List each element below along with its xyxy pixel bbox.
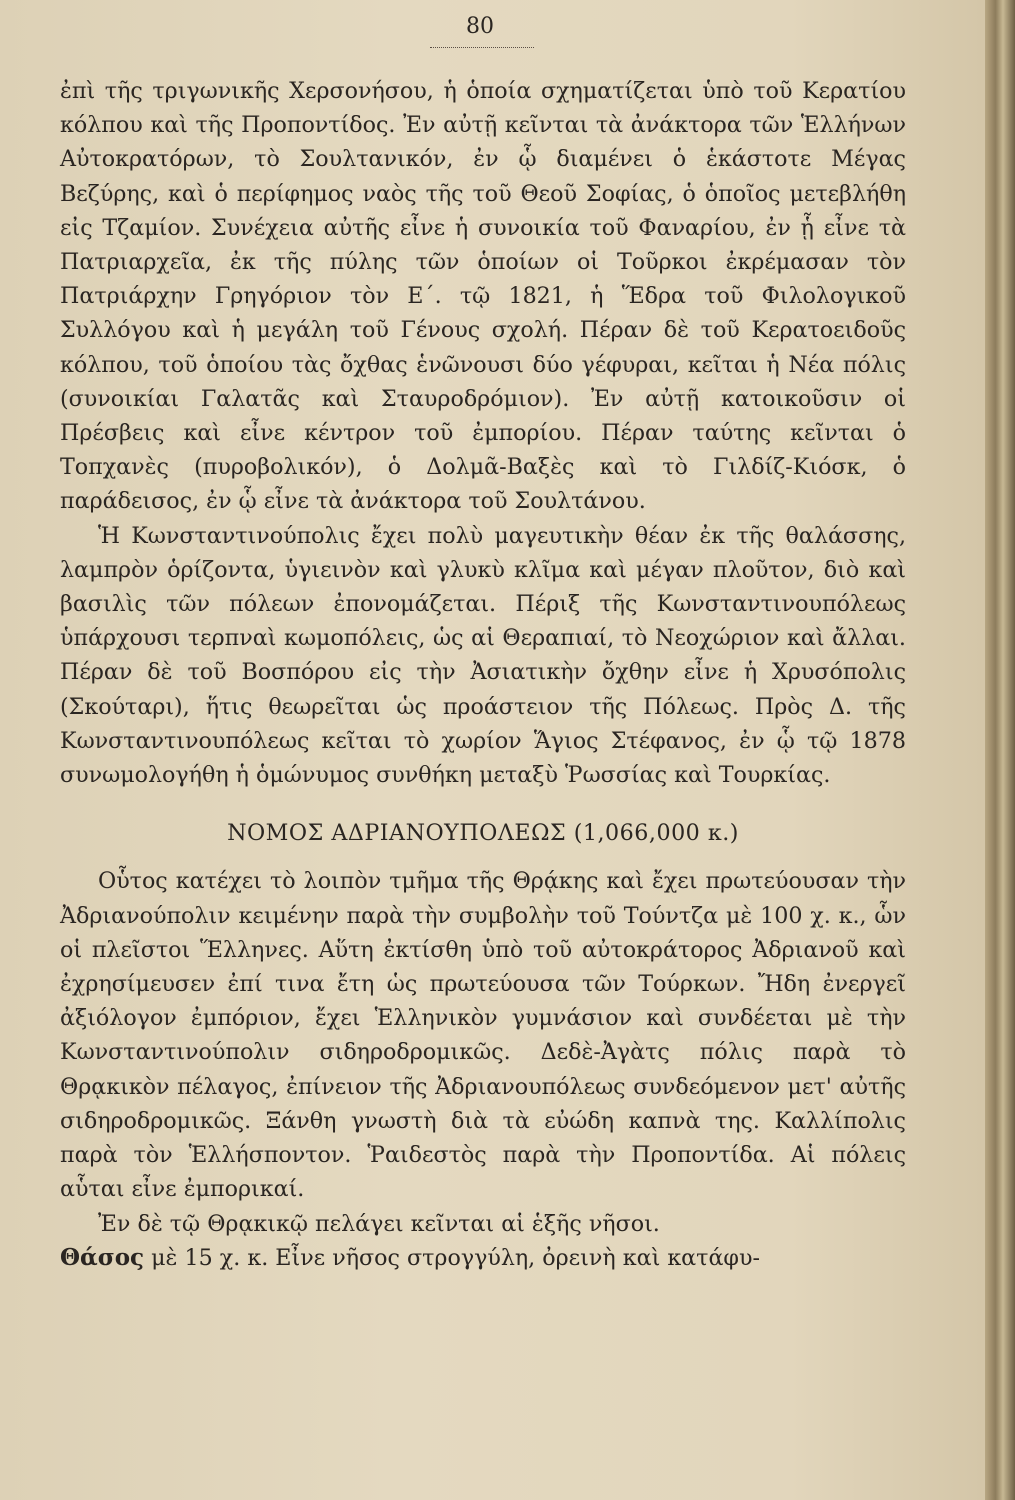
paragraph-3: Οὗτος κατέχει τὸ λοιπὸν τμῆμα τῆς Θρᾴκης καὶ ἔχει πρωτεύουσαν τὴν Ἀδριανούπολιν κειμένην παρὰ τὴν συμβολὴν τοῦ Τούντζα μὲ 100 χ. κ., ὧν οἱ πλεῖστοι Ἕλληνες. Αὕτη ἐκτίσθη ὑπὸ τοῦ αὐτοκράτορος Ἀδριανοῦ καὶ ἐχρησίμευσεν ἐπί τινα ἔτη ὡς πρωτεύουσα τῶν Τούρκων. Ἤδη ἐνεργεῖ ἀξιόλογον ἐμπόριον, ἔχει Ἑλληνικὸν γυμνάσιον καὶ συνδέεται μὲ τὴν Κωνσταντινούπολιν σιδηροδρομικῶς. Δεδὲ-Ἀγὰτς πόλις παρὰ τὸ Θρᾳκικὸν πέλαγος, ἐπίνειον τῆς Ἀδριανουπόλεως συνδεόμενον μετ' αὐτῆς σιδηροδρομικῶς. Ξάνθη γνωστὴ διὰ τὰ εὐώδη καπνὰ της. Καλλίπολις παρὰ τὸν Ἑλλήσποντον. Ῥαιδεστὸς παρὰ τὴν Προποντίδα. Αἱ πόλεις αὗται εἶνε ἐμπορικαί. — [60, 868, 906, 1203]
island-name: Θάσος — [60, 1243, 145, 1271]
page-number: 80 — [466, 14, 494, 39]
book-spine — [985, 0, 1015, 1500]
paragraph-5 — [60, 1241, 906, 1275]
paragraph-2: Ἡ Κωνσταντινούπολις ἔχει πολὺ μαγευτικὴν θέαν ἐκ τῆς θαλάσσης, λαμπρὸν ὁρίζοντα, ὑγιεινὸν καὶ γλυκὺ κλῖμα καὶ μέγαν πλοῦτον, διὸ καὶ βασιλὶς τῶν πόλεων ἐπονομάζεται. Πέριξ τῆς Κωνσταντινουπόλεως ὑπάρχουσι τερπναὶ κωμοπόλεις, ὡς αἱ Θεραπιαί, τὸ Νεοχώριον καὶ ἄλλαι. Πέραν δὲ τοῦ Βοσπόρου εἰς τὴν Ἀσιατικὴν ὄχθην εἶνε ἡ Χρυσόπολις (Σκούταρι), ἥτις θεωρεῖται ὡς προάστειον τῆς Πόλεως. Πρὸς Δ. τῆς Κωνσταντινουπόλεως κεῖται τὸ χωρίον Ἅγιος Στέφανος, ἐν ᾧ τῷ 1878 συνωμολογήθη ἡ ὁμώνυμος συνθήκη μεταξὺ Ῥωσσίας καὶ Τουρκίας. — [60, 522, 906, 789]
page-text — [60, 74, 906, 1275]
section-heading: ΝΟΜΟΣ ΑΔΡΙΑΝΟΥΠΟΛΕΩΣ (1,066,000 κ.) — [227, 820, 739, 847]
paragraph-4: Ἐν δὲ τῷ Θρᾳκικῷ πελάγει κεῖνται αἱ ἑξῆς νῆσοι. — [98, 1210, 660, 1237]
paragraph-1: ἐπὶ τῆς τριγωνικῆς Χερσονήσου, ἡ ὁποία σχηματίζεται ὑπὸ τοῦ Κερατίου κόλπου καὶ τῆς Προποντίδος. Ἐν αὐτῇ κεῖνται τὰ ἀνάκτορα τῶν Ἑλλήνων Αὐτοκρατόρων, τὸ Σουλτανικόν, ἐν ᾧ διαμένει ὁ ἑκάστοτε Μέγας Βεζύρης, καὶ ὁ περίφημος ναὸς τῆς τοῦ Θεοῦ Σοφίας, ὁ ὁποῖος μετεβλήθη εἰς Τζαμίον. Συνέχεια αὐτῆς εἶνε ἡ συνοικία τοῦ Φαναρίου, ἐν ᾗ εἶνε τὰ Πατριαρχεῖα, ἐκ τῆς πύλης τῶν ὁποίων οἱ Τοῦρκοι ἐκρέμασαν τὸν Πατριάρχην Γρηγόριον τὸν Ε΄. τῷ 1821, ἡ Ἕδρα τοῦ Φιλολογικοῦ Συλλόγου καὶ ἡ μεγάλη τοῦ Γένους σχολή. Πέραν δὲ τοῦ Κερατοειδοῦς κόλπου, τοῦ ὁποίου τὰς ὄχθας ἑνῶνουσι δύο γέφυραι, κεῖται ἡ Νέα πόλις (συνοικίαι Γαλατᾶς καὶ Σταυροδρόμιον). Ἐν αὐτῇ κατοικοῦσιν οἱ Πρέσβεις καὶ εἶνε κέντρον τοῦ ἐμπορίου. Πέραν ταύτης κεῖνται ὁ Τοπχανὲς (πυροβολικόν), ὁ Δολμᾶ-Βαξὲς καὶ τὸ Γιλδίζ-Κιόσκ, ὁ παράδεισος, ἐν ᾧ εἶνε τὰ ἀνάκτορα τοῦ Σουλτάνου. — [60, 78, 906, 515]
page-number-rule — [430, 47, 534, 48]
paragraph-5-text: μὲ 15 χ. κ. Εἶνε νῆσος στρογγύλη, ὀρεινὴ καὶ κατάφυ- — [151, 1244, 760, 1271]
